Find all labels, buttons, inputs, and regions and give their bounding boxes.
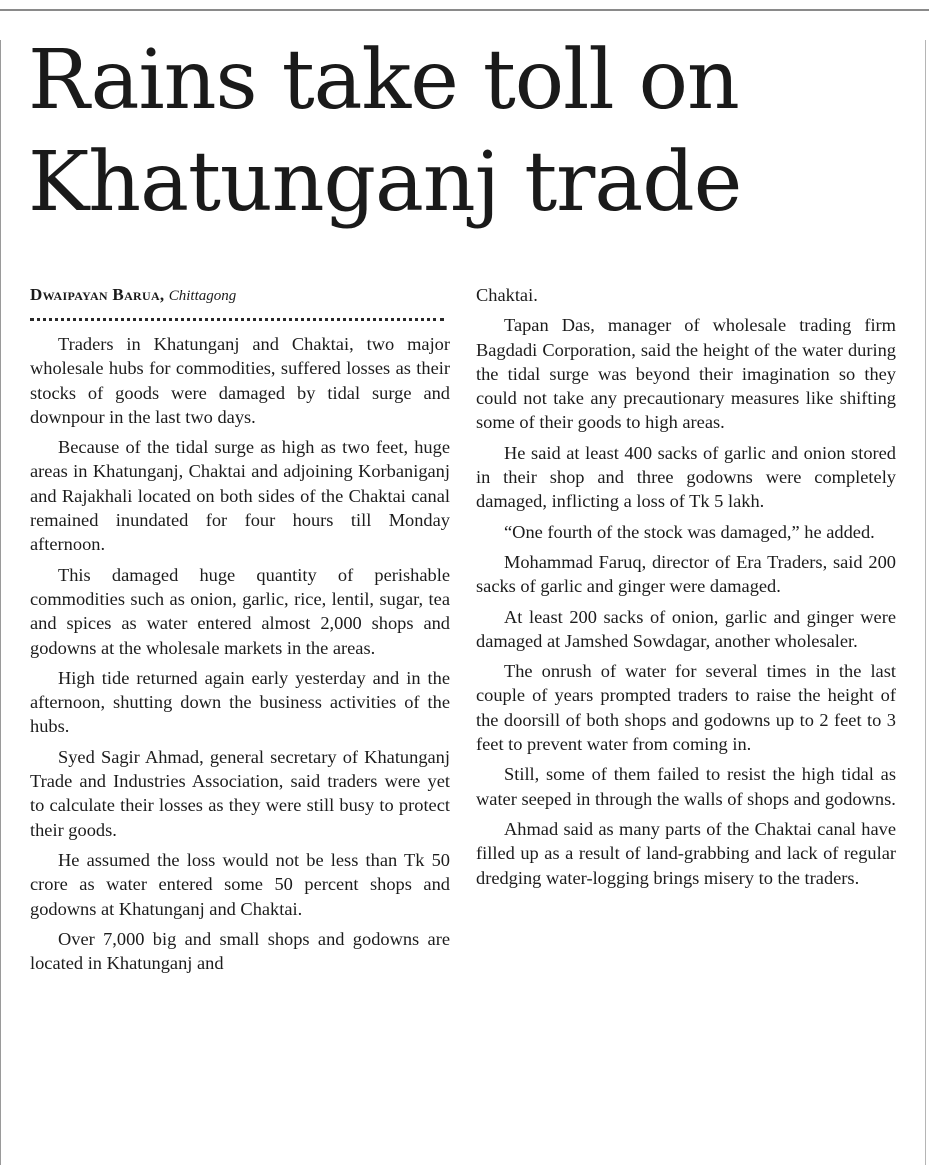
paragraph: Over 7,000 big and small shops and godowns are located in Khatunganj and [30, 928, 450, 974]
right-column-rule [925, 40, 926, 1165]
paragraph: Ahmad said as many parts of the Chaktai canal have filled up as a result of land-grabbing and lack of regular dredging water-logging brings misery to the traders. [476, 818, 896, 888]
paragraph: Syed Sagir Ahmad, general secretary of Khatunganj Trade and Industries Association, said traders were yet to calculate their losses as they were still busy to protect their goods. [30, 746, 450, 840]
paragraph: The onrush of water for several times in the last couple of years prompted traders to raise the height of the doorsill of both shops and godowns up to 2 feet to 3 feet to prevent water from coming in. [476, 661, 896, 755]
paragraph: Mohammad Faruq, director of Era Traders, said 200 sacks of garlic and ginger were damaged. [476, 551, 896, 597]
article-column-1 [30, 332, 450, 981]
left-column-rule [0, 40, 1, 1165]
paragraph: “One fourth of the stock was damaged,” he added. [504, 521, 875, 542]
paragraph: Tapan Das, manager of wholesale trading firm Bagdadi Corporation, said the height of the water during the tidal surge was beyond their imagination so they could not take any precautionary measures like shifting some of their goods to high areas. [476, 315, 896, 433]
paragraph: He said at least 400 sacks of garlic and onion stored in their shop and three godowns were completely damaged, inflicting a loss of Tk 5 lakh. [476, 442, 896, 512]
article-column-2 [476, 283, 896, 896]
byline [30, 285, 236, 306]
paragraph: Still, some of them failed to resist the high tidal as water seeped in through the walls of shops and godowns. [476, 764, 896, 809]
paragraph: Because of the tidal surge as high as two feet, huge areas in Khatunganj, Chaktai and adjoining Korbaniganj and Rajakhali located on both sides of the Chaktai canal remained inundated for four hours till Monday afternoon. [30, 437, 450, 555]
paragraph: Traders in Khatunganj and Chaktai, two major wholesale hubs for commodities, suffered losses as their stocks of goods were damaged by tidal surge and downpour in the last two days. [30, 334, 450, 427]
top-rule [0, 9, 929, 11]
paragraph-continued: Chaktai. [476, 285, 538, 305]
paragraph: High tide returned again early yesterday and in the afternoon, shutting down the business activities of the hubs. [30, 667, 450, 737]
byline-place: Chittagong [168, 288, 237, 304]
byline-dotted-separator [30, 318, 444, 321]
paragraph: This damaged huge quantity of perishable commodities such as onion, garlic, rice, lentil, sugar, tea and spices as water entered almost 2,000 shops and godowns at the wholesale markets in the areas. [30, 564, 450, 658]
paragraph: He assumed the loss would not be less than Tk 50 crore as water entered some 50 percent shops and godowns at Khatunganj and Chaktai. [30, 849, 450, 919]
headline-line-2: Khatunganj trade [28, 135, 742, 230]
byline-author: Dwaipayan Barua, [30, 285, 165, 304]
headline [28, 30, 918, 234]
headline-line-1: Rains take toll on [28, 33, 739, 128]
paragraph: At least 200 sacks of onion, garlic and ginger were damaged at Jamshed Sowdagar, another wholesaler. [476, 606, 896, 651]
